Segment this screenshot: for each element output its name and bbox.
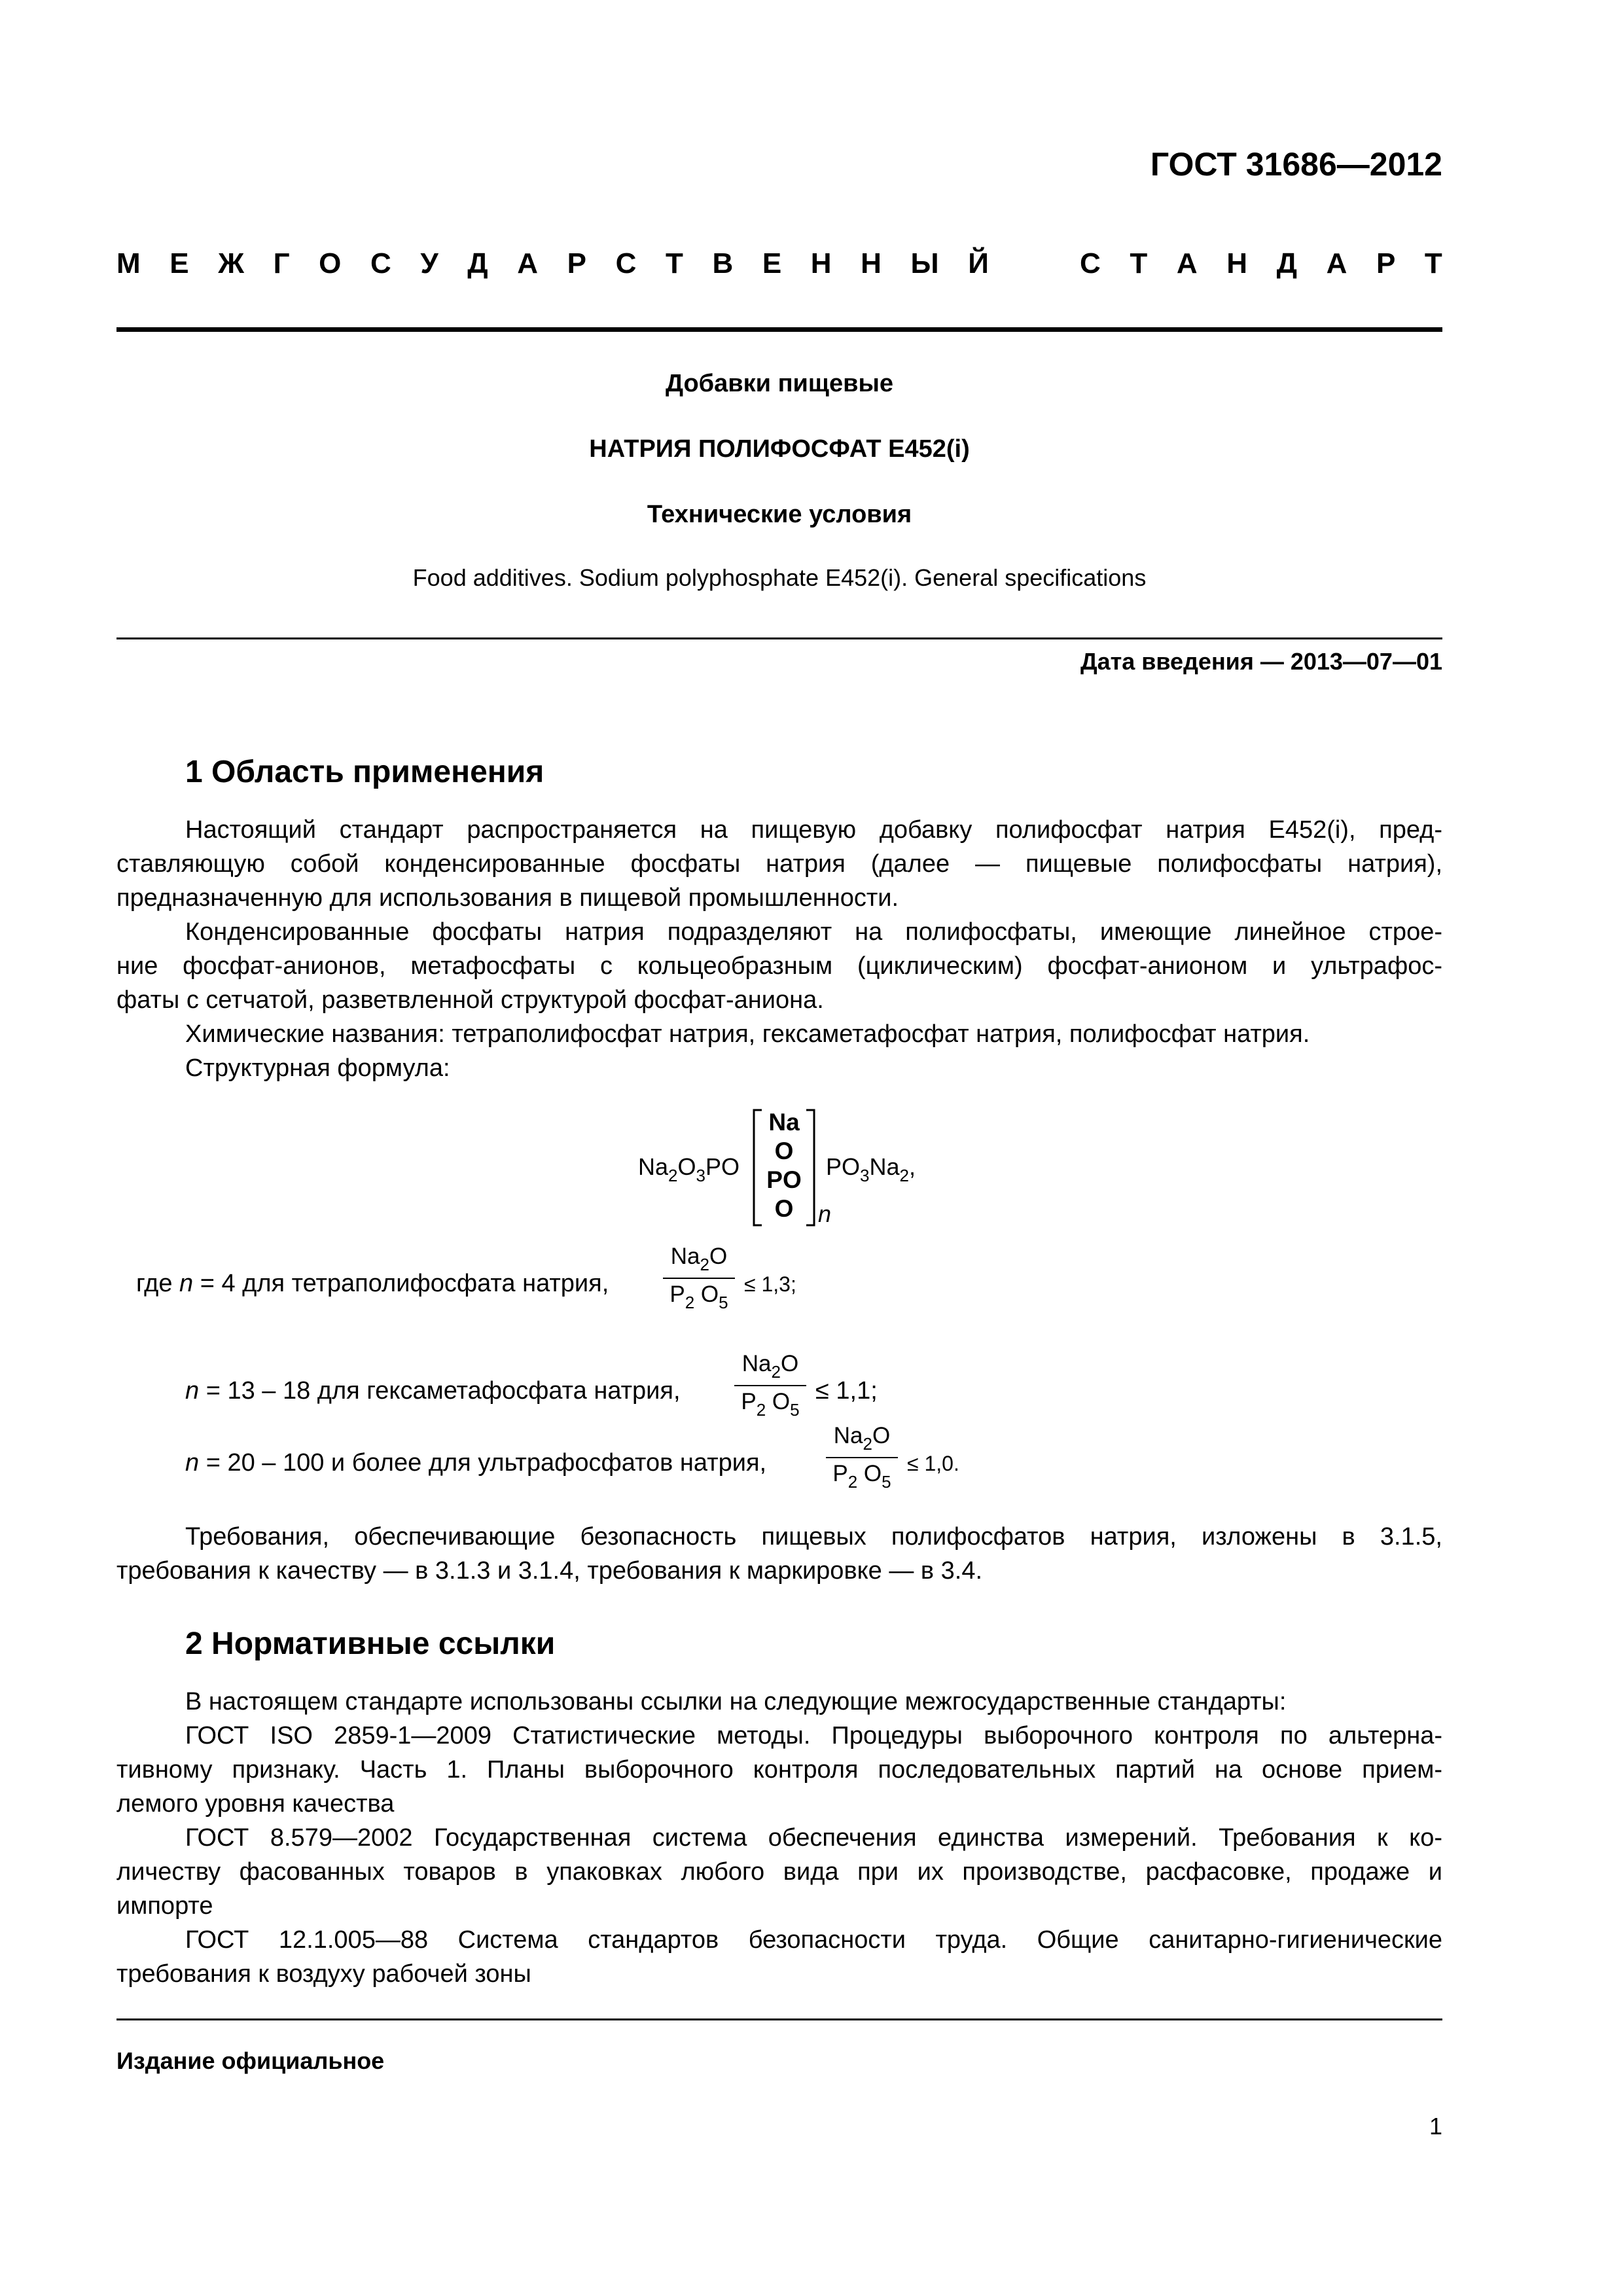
title-divider [116,637,1442,639]
subscript: 5 [790,1400,800,1420]
text-line [116,1017,1442,1051]
fraction-denominator [826,1461,898,1492]
banner-letter: Д [467,247,488,279]
ratio-limit-3: ≤ 1,0. [907,1452,959,1475]
subscript: 2 [771,1362,781,1382]
text-span: = 4 для тетраполифосфата натрия, [193,1270,609,1297]
section-1-paragraph-2 [116,915,1442,1017]
banner-letter: Е [762,247,782,279]
text-span: Конденсированные фосфаты натрия подразделяют на полифосфаты, имеющие линейное строе- [185,918,1442,946]
where-line-3 [185,1449,766,1477]
text-span: Na [741,1351,772,1376]
text-line: требования к воздуху рабочей зоны [116,1960,531,1988]
text-span: = 13 – 18 для гексаметафосфата натрия, [199,1377,681,1405]
english-title: Food additives. Sodium polyphosphate E452(i). General specifications [412,564,1147,591]
fraction-bar [663,1278,735,1279]
formula-right-group [826,1153,916,1185]
text-span: Химические названия: тетраполифосфат натрия, гексаметафосфат натрия, полифосфат натрия. [185,1020,1310,1048]
banner-letter: М [116,247,141,279]
reference-iso-2859 [116,1719,1442,1821]
text-line [116,1719,1442,1753]
where-line-1 [136,1270,609,1298]
text-span: Na [638,1153,669,1180]
text-span: O [694,1282,719,1307]
banner-letter: Г [273,247,290,279]
banner-letter: С [1080,247,1101,279]
ratio-fraction-2 [734,1351,806,1420]
variable-n: n [185,1449,200,1477]
text-line [116,1923,1442,1957]
fraction-numerator [663,1244,735,1274]
subscript: 2 [756,1400,766,1420]
banner-letter: Т [1424,247,1442,279]
subscript: 2 [700,1255,709,1274]
footer-divider [116,2018,1442,2020]
fraction-denominator [663,1282,735,1312]
banner-letter: Р [1376,247,1396,279]
section-2-paragraph-1 [116,1685,1442,1719]
text-span: O [857,1461,882,1486]
text-span: Na [833,1423,863,1448]
banner-gap [1018,247,1050,280]
reference-gost-8579 [116,1821,1442,1923]
text-span: O [677,1153,696,1180]
banner-letter: Й [968,247,989,279]
standard-banner [116,247,1442,280]
text-line [116,1051,1442,1085]
text-span: Na [670,1244,700,1269]
text-span: O [766,1389,791,1414]
banner-letter: А [1326,247,1347,279]
section-1-heading: 1 Область применения [185,755,544,789]
subscript: 3 [696,1166,705,1185]
text-line: требования к качеству — в 3.1.3 и 3.1.4, требования к маркировке — в 3.4. [116,1557,983,1585]
variable-n: n [185,1377,200,1405]
variable-n: n [179,1270,194,1297]
text-line: личеству фасованных товаров в упаковках любого вида при их производстве, расфасовке, продаже и [116,1858,1442,1886]
text-span: Na [869,1153,900,1180]
subscript: 2 [899,1166,909,1185]
document-title: НАТРИЯ ПОЛИФОСФАТ Е452(i) [589,435,970,463]
text-span: , [908,1153,916,1180]
ratio-fraction-1 [663,1244,735,1312]
text-line [116,1685,1442,1719]
text-line: ставляющую собой конденсированные фосфаты натрия (далее — пищевые полифосфаты натрия), [116,850,1442,878]
text-span: Настоящий стандарт распространяется на пищевую добавку полифосфат натрия Е452(i), пред- [185,816,1442,844]
subscript: 2 [847,1472,858,1492]
banner-letter: А [1176,247,1198,279]
bracket-o-top: O [774,1138,794,1164]
banner-letter: Р [567,247,586,279]
document-conditions: Технические условия [647,501,912,528]
reference-gost-12-1-005 [116,1923,1442,1991]
text-span: ГОСТ ISO 2859-1—2009 Статистические методы. Процедуры выборочного контроля по альтерна- [185,1722,1442,1749]
banner-letter: А [517,247,539,279]
text-line: фаты с сетчатой, разветвленной структурой фосфат-аниона. [116,986,824,1014]
text-span: O [709,1244,728,1269]
text-span: P [832,1461,848,1486]
text-line: тивному признаку. Часть 1. Планы выборочного контроля последовательных партий на основе прием- [116,1756,1442,1784]
ratio-limit-1: ≤ 1,3; [744,1272,796,1296]
text-line: лемого уровня качества [116,1790,395,1818]
banner-letter: Т [1130,247,1148,279]
text-span: ГОСТ 8.579—2002 Государственная система обеспечения единства измерений. Требования к ко- [185,1824,1442,1852]
text-span: P [741,1389,757,1414]
section-2-heading: 2 Нормативные ссылки [185,1626,556,1661]
header-divider [116,327,1442,332]
fraction-numerator [826,1423,898,1454]
text-span: PO [705,1153,740,1180]
subscript: 2 [685,1293,695,1312]
text-line: предназначенную для использования в пищевой промышленности. [116,884,899,912]
intro-date: Дата введения — 2013—07—01 [1080,648,1442,675]
ratio-fraction-3 [826,1423,898,1492]
banner-letter: Ы [910,247,939,279]
fraction-bar [826,1457,898,1458]
banner-letter: Т [665,247,683,279]
banner-letter: В [712,247,734,279]
text-span: P [669,1282,685,1307]
text-line [116,915,1442,949]
banner-letter: Е [169,247,189,279]
ratio-limit-2: ≤ 1,1; [815,1377,878,1405]
section-1-paragraph-4 [116,1051,1442,1085]
banner-letter: Д [1276,247,1297,279]
document-number: ГОСТ 31686—2012 [1150,146,1442,183]
banner-letter: Ж [218,247,244,279]
section-1-paragraph-3 [116,1017,1442,1051]
text-span: PO [826,1153,861,1180]
text-span: O [780,1351,799,1376]
subscript: 5 [882,1472,891,1492]
subscript: 3 [860,1166,870,1185]
text-line: импорте [116,1892,213,1920]
text-span: ГОСТ 12.1.005—88 Система стандартов безопасности труда. Общие санитарно-гигиенические [185,1926,1442,1954]
fraction-numerator [734,1351,806,1382]
text-span: = 20 – 100 и более для ультрафосфатов натрия, [199,1449,767,1477]
formula-index-n: n [818,1200,832,1227]
where-line-2 [185,1377,681,1405]
edition-label: Издание официальное [116,2047,385,2074]
text-line [116,1821,1442,1855]
text-line [116,813,1442,847]
banner-letter: С [370,247,391,279]
formula-bracket-group [751,1107,817,1228]
section-1-paragraph-5 [116,1520,1442,1588]
text-span: В настоящем стандарте использованы ссылки на следующие межгосударственные стандарты: [185,1688,1287,1715]
text-span: где [136,1270,180,1297]
text-span: Структурная формула: [185,1054,450,1082]
text-line: ние фосфат-анионов, метафосфаты с кольцеобразным (циклическим) фосфат-анионом и ультрафос- [116,952,1442,980]
text-line [116,1520,1442,1554]
bracket-na: Na [768,1109,800,1136]
fraction-bar [734,1385,806,1386]
bracket-po: PO [766,1166,802,1193]
text-span: O [872,1423,891,1448]
banner-letter: У [420,247,438,279]
banner-letter: О [319,247,342,279]
subscript: 2 [668,1166,678,1185]
page-number: 1 [1429,2113,1442,2140]
bracket-o-bottom: O [774,1195,794,1222]
section-1-paragraph-1 [116,813,1442,915]
text-span: Требования, обеспечивающие безопасность пищевых полифосфатов натрия, изложены в 3.1.5, [185,1523,1442,1551]
subscript: 2 [863,1434,872,1454]
banner-letter: Н [810,247,832,279]
banner-letter: С [615,247,637,279]
fraction-denominator [734,1389,806,1420]
subscript: 5 [719,1293,728,1312]
document-subtitle: Добавки пищевые [665,370,894,397]
formula-left-group [638,1153,740,1185]
banner-letter: Н [861,247,882,279]
banner-letter: Н [1226,247,1248,279]
